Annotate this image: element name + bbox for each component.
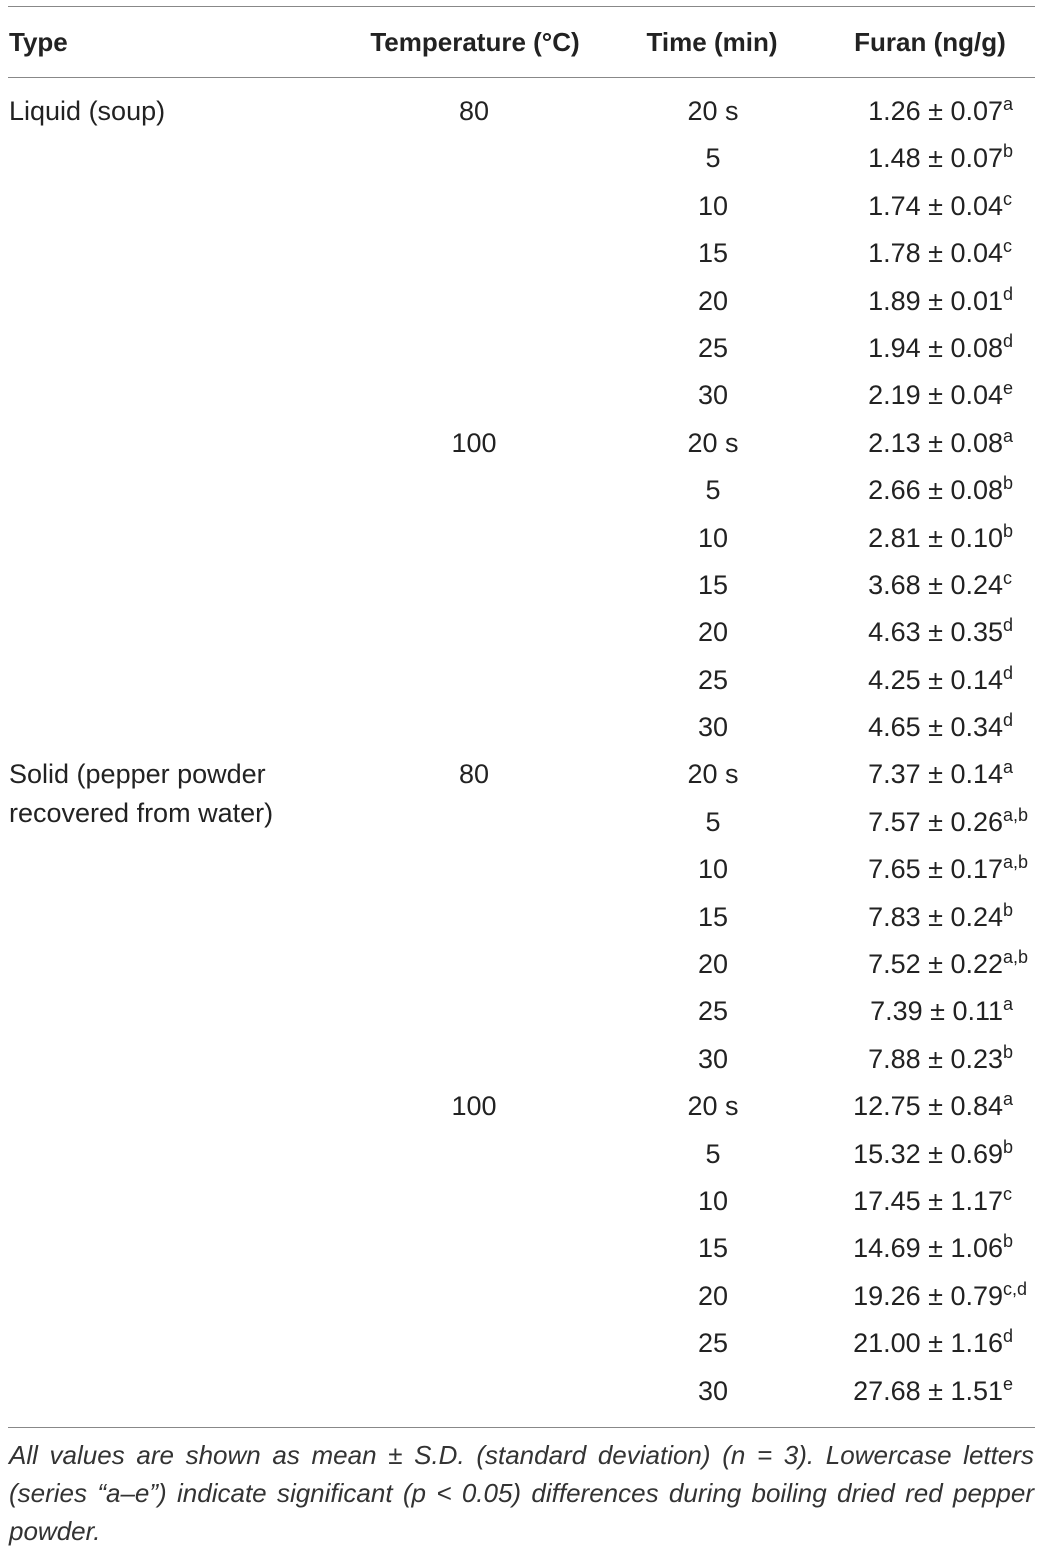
significance-letter: a — [1003, 425, 1014, 446]
cell-type-line: recovered from water) — [9, 798, 274, 829]
table-row — [0, 941, 1043, 988]
cell-furan — [707, 515, 1037, 562]
table-row — [0, 325, 1043, 372]
cell-furan — [707, 1131, 1037, 1178]
cell-furan — [707, 1036, 1037, 1083]
significance-letter: a — [1003, 1089, 1014, 1110]
furan-value: 4.25 ± 0.14 — [868, 664, 1003, 695]
table-row — [0, 657, 1043, 704]
furan-value: 3.68 ± 0.24 — [868, 569, 1003, 600]
significance-letter: a — [1003, 94, 1014, 114]
significance-letter: b — [1003, 520, 1014, 541]
significance-letter: d — [1003, 1326, 1014, 1347]
cell-time: 15 — [697, 238, 729, 269]
furan-value: 17.45 ± 1.17 — [853, 1185, 1003, 1216]
table-row — [0, 230, 1043, 277]
table-row — [0, 704, 1043, 751]
table-footnote: All values are shown as mean ± S.D. (standard deviation) (n = 3). Lowercase letters (series “a–e”) indicate significant (p < 0.05) differences during boiling dried red pepper powder. — [9, 1440, 1034, 1546]
cell-furan — [707, 1083, 1037, 1130]
cell-furan — [707, 609, 1037, 656]
header-type: Type — [9, 27, 68, 57]
cell-furan — [707, 657, 1037, 704]
cell-furan — [707, 88, 1037, 135]
cell-time: 10 — [697, 854, 729, 885]
furan-value: 19.26 ± 0.79 — [853, 1280, 1003, 1311]
cell-time: 30 — [697, 712, 729, 743]
significance-letter: b — [1003, 1136, 1014, 1157]
cell-time: 25 — [697, 332, 729, 363]
significance-letter: a,b — [1003, 804, 1029, 825]
furan-value: 2.13 ± 0.08 — [868, 427, 1003, 458]
cell-temperature: 100 — [451, 427, 497, 458]
cell-furan — [707, 135, 1037, 182]
cell-time: 5 — [705, 475, 721, 506]
significance-letter: a — [1003, 994, 1014, 1015]
cell-type — [9, 92, 165, 131]
table-row — [0, 278, 1043, 325]
cell-time: 20 — [697, 285, 729, 316]
furan-value: 1.94 ± 0.08 — [868, 332, 1003, 363]
cell-furan — [707, 183, 1037, 230]
cell-time: 20 — [697, 1280, 729, 1311]
furan-value: 7.52 ± 0.22 — [868, 949, 1003, 980]
cell-type-line: Solid (pepper powder — [9, 759, 266, 790]
significance-letter: c — [1003, 567, 1012, 588]
significance-letter: c — [1003, 236, 1012, 257]
significance-letter: a,b — [1003, 947, 1029, 968]
furan-value: 14.69 ± 1.06 — [853, 1233, 1003, 1264]
furan-value: 7.57 ± 0.26 — [868, 806, 1003, 837]
furan-value: 1.74 ± 0.04 — [868, 190, 1003, 221]
significance-letter: c — [1003, 1183, 1012, 1204]
cell-time: 10 — [697, 1185, 729, 1216]
cell-furan — [707, 1178, 1037, 1225]
significance-letter: b — [1003, 473, 1014, 494]
significance-letter: c — [1003, 188, 1012, 209]
furan-value: 2.19 ± 0.04 — [868, 380, 1003, 411]
table-row — [0, 894, 1043, 941]
furan-value: 2.66 ± 0.08 — [868, 475, 1003, 506]
furan-value: 7.39 ± 0.11 — [870, 996, 1003, 1027]
cell-time: 5 — [705, 806, 721, 837]
cell-time: 25 — [697, 1328, 729, 1359]
table-row — [0, 1083, 1043, 1130]
significance-letter: a,b — [1003, 852, 1029, 873]
cell-furan — [707, 1273, 1037, 1320]
furan-value: 1.78 ± 0.04 — [868, 238, 1003, 269]
significance-letter: b — [1003, 1041, 1014, 1062]
cell-furan — [707, 751, 1037, 798]
cell-time: 20 — [697, 949, 729, 980]
table-row — [0, 467, 1043, 514]
table-row — [0, 420, 1043, 467]
cell-time: 5 — [705, 1138, 721, 1169]
significance-letter: c,d — [1003, 1278, 1028, 1299]
significance-letter: d — [1003, 615, 1014, 636]
table-row — [0, 135, 1043, 182]
cell-furan — [707, 420, 1037, 467]
furan-value: 27.68 ± 1.51 — [853, 1375, 1003, 1406]
cell-time: 30 — [697, 380, 729, 411]
cell-time: 20 s — [687, 427, 739, 458]
cell-time: 10 — [697, 190, 729, 221]
cell-furan — [707, 230, 1037, 277]
cell-furan — [707, 704, 1037, 751]
significance-letter: a — [1003, 757, 1014, 778]
furan-value: 1.26 ± 0.07 — [868, 96, 1003, 126]
cell-time: 20 — [697, 617, 729, 648]
table-row — [0, 183, 1043, 230]
significance-letter: d — [1003, 330, 1014, 351]
table-row — [0, 88, 1043, 135]
significance-letter: b — [1003, 141, 1014, 162]
furan-value: 7.83 ± 0.24 — [868, 901, 1003, 932]
furan-value: 4.63 ± 0.35 — [868, 617, 1003, 648]
furan-value: 2.81 ± 0.10 — [868, 522, 1003, 553]
table-row — [0, 846, 1043, 893]
cell-time: 10 — [697, 522, 729, 553]
cell-furan — [707, 278, 1037, 325]
cell-furan — [707, 941, 1037, 988]
furan-value: 7.88 ± 0.23 — [868, 1043, 1003, 1074]
table-row — [0, 562, 1043, 609]
cell-time: 15 — [697, 569, 729, 600]
furan-value: 15.32 ± 0.69 — [853, 1138, 1003, 1169]
significance-letter: d — [1003, 662, 1014, 683]
significance-letter: b — [1003, 1231, 1014, 1252]
table-row — [0, 1225, 1043, 1272]
bottom-rule — [8, 1427, 1035, 1428]
significance-letter: e — [1003, 1373, 1014, 1394]
table-row — [0, 1131, 1043, 1178]
significance-letter: d — [1003, 710, 1014, 731]
furan-value: 21.00 ± 1.16 — [853, 1328, 1003, 1359]
cell-furan — [707, 467, 1037, 514]
cell-time: 30 — [697, 1375, 729, 1406]
cell-time: 15 — [697, 1233, 729, 1264]
cell-furan — [707, 325, 1037, 372]
table-row — [0, 1273, 1043, 1320]
cell-type-line: Liquid (soup) — [9, 96, 166, 126]
table-row — [0, 799, 1043, 846]
header-time: Time (min) — [646, 27, 778, 57]
table-row — [0, 1036, 1043, 1083]
cell-time: 15 — [697, 901, 729, 932]
cell-furan — [707, 846, 1037, 893]
table-body — [0, 88, 1043, 1415]
cell-time: 20 s — [687, 1091, 739, 1122]
significance-letter: e — [1003, 378, 1014, 399]
table-row — [0, 515, 1043, 562]
cell-time: 20 s — [687, 759, 739, 790]
cell-time: 25 — [697, 664, 729, 695]
table-row — [0, 1178, 1043, 1225]
cell-temperature: 80 — [458, 96, 490, 126]
table-row — [0, 609, 1043, 656]
cell-temperature: 100 — [451, 1091, 497, 1122]
furan-value: 12.75 ± 0.84 — [853, 1091, 1003, 1122]
table-row — [0, 372, 1043, 419]
cell-furan — [707, 1320, 1037, 1367]
header-temperature: Temperature (°C) — [370, 27, 580, 57]
header-rule — [8, 77, 1035, 78]
cell-time: 5 — [705, 143, 721, 174]
cell-time: 30 — [697, 1043, 729, 1074]
furan-value: 7.65 ± 0.17 — [868, 854, 1003, 885]
furan-value: 4.65 ± 0.34 — [868, 712, 1003, 743]
table-row — [0, 1320, 1043, 1367]
significance-letter: b — [1003, 899, 1014, 920]
significance-letter: d — [1003, 283, 1014, 304]
table-row — [0, 1368, 1043, 1415]
cell-time: 25 — [697, 996, 729, 1027]
cell-furan — [707, 1225, 1037, 1272]
furan-value: 1.48 ± 0.07 — [868, 143, 1003, 174]
furan-value: 1.89 ± 0.01 — [868, 285, 1003, 316]
cell-time: 20 s — [687, 96, 739, 126]
cell-furan — [707, 988, 1037, 1035]
cell-furan — [707, 372, 1037, 419]
cell-temperature: 80 — [458, 759, 490, 790]
cell-furan — [707, 1368, 1037, 1415]
cell-furan — [707, 562, 1037, 609]
cell-furan — [707, 799, 1037, 846]
cell-furan — [707, 894, 1037, 941]
header-furan: Furan (ng/g) — [854, 27, 1006, 57]
top-rule — [8, 6, 1035, 7]
table-row — [0, 988, 1043, 1035]
furan-value: 7.37 ± 0.14 — [868, 759, 1003, 790]
